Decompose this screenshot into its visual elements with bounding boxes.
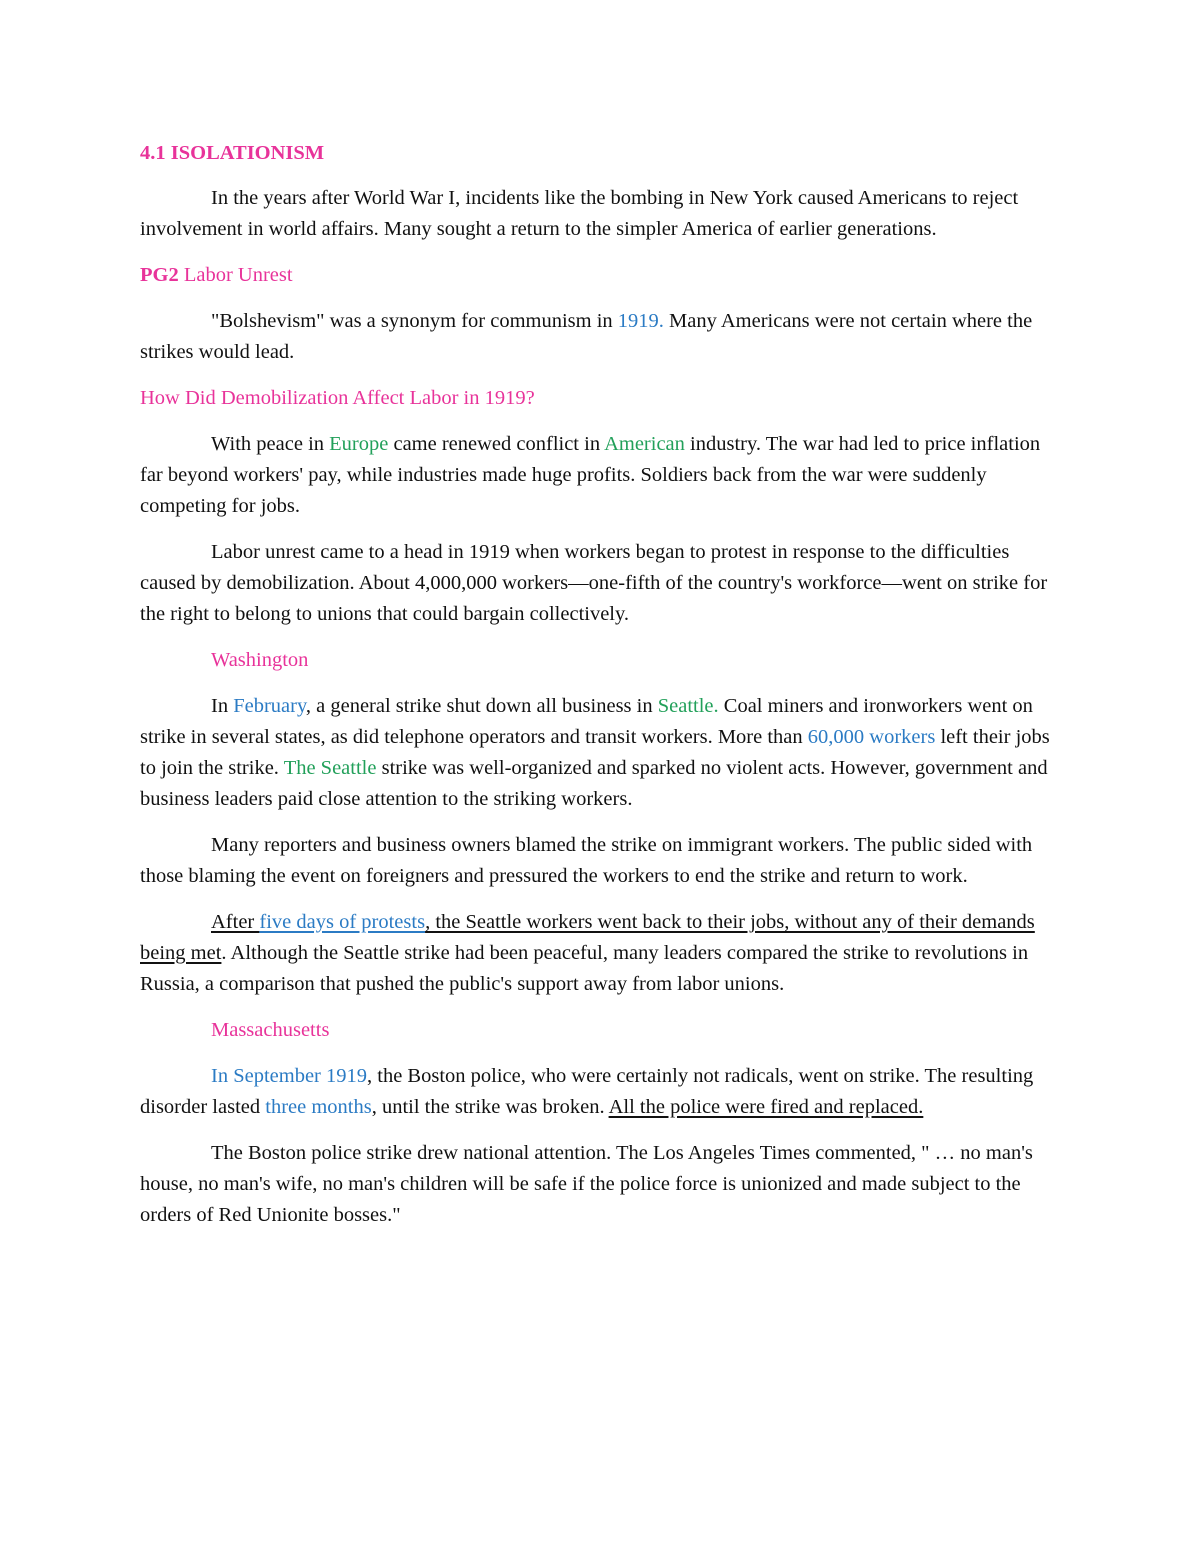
section-heading-washington: Washington xyxy=(211,649,309,671)
labor-unrest-paragraph: Labor unrest came to a head in 1919 when workers began to protest in response to the difficulties caused by demobilization. About 4,000,000 workers—one-fifth of the country's workforce—went on strike for the right to belong to unions that could bargain collectively. xyxy=(140,541,1048,625)
text-run: Coal miners and ironworkers went on strike in several states, as did telephone operators and transit workers. More than xyxy=(140,695,1033,748)
text-run: strike was well-organized and sparked no violent acts. However, government and business leaders paid close attention to the striking workers. xyxy=(140,757,1048,810)
text-run-underlined: All the police were fired and replaced. xyxy=(608,1096,924,1118)
section-prefix: PG2 xyxy=(140,264,179,286)
seattle-strike-paragraph xyxy=(140,691,1060,815)
text-run: , until the strike was broken. xyxy=(371,1096,609,1118)
text-run: Many Americans were not certain where the strikes would lead. xyxy=(140,310,1033,363)
text-run: came renewed conflict in xyxy=(388,433,605,455)
text-run: With peace in xyxy=(211,433,330,455)
highlight-february: February xyxy=(233,695,306,717)
reporters-paragraph: Many reporters and business owners blamed the strike on immigrant workers. The public sided with those blaming the event on foreigners and pressured the workers to end the strike and return to work. xyxy=(140,834,1033,887)
highlight-american: American xyxy=(604,433,685,455)
text-run: , a general strike shut down all business in xyxy=(305,695,658,717)
text-run: "Bolshevism" was a synonym for communism in xyxy=(211,310,618,332)
text-run: , the Boston police, who were certainly not radicals, went on strike. The resulting disorder lasted xyxy=(140,1065,1034,1118)
text-run-underlined: , the Seattle workers went back to their jobs, without any of their demands being met xyxy=(140,911,1035,964)
section-label: Labor Unrest xyxy=(178,264,293,286)
text-run: In xyxy=(211,695,234,717)
highlight-the-seattle: The Seattle xyxy=(283,757,377,779)
highlight-five-days: five days of protests xyxy=(259,911,426,933)
document-page xyxy=(140,138,1060,1246)
la-times-paragraph: The Boston police strike drew national attention. The Los Angeles Times commented, " … no man's house, no man's wife, no man's children will be safe if the police force is unionized and made subject to the orders of Red Unionite bosses." xyxy=(140,1142,1033,1226)
text-run-underlined: After xyxy=(211,911,260,933)
page-title: 4.1 ISOLATIONISM xyxy=(140,142,325,164)
section-heading-demobilization: How Did Demobilization Affect Labor in 1919? xyxy=(140,387,535,409)
peace-paragraph xyxy=(140,429,1060,522)
text-run: . Although the Seattle strike had been peaceful, many leaders compared the strike to revolutions in Russia, a comparison that pushed the public's support away from labor unions. xyxy=(140,942,1029,995)
text-run: left their jobs to join the strike. xyxy=(140,726,1050,779)
bolshevism-paragraph xyxy=(140,306,1060,368)
highlight-september: In September 1919 xyxy=(211,1065,367,1087)
protests-paragraph xyxy=(140,907,1060,1000)
highlight-seattle: Seattle. xyxy=(657,695,719,717)
intro-paragraph: In the years after World War I, incidents like the bombing in New York caused Americans to reject involvement in world affairs. Many sought a return to the simpler America of earlier generations. xyxy=(140,187,1019,240)
highlight-year: 1919. xyxy=(617,310,664,332)
text-run: industry. The war had led to price inflation far beyond workers' pay, while industries made huge profits. Soldiers back from the war were suddenly competing for jobs. xyxy=(140,433,1041,517)
section-heading-labor-unrest xyxy=(140,260,1060,291)
section-heading-massachusetts: Massachusetts xyxy=(211,1019,330,1041)
boston-strike-paragraph xyxy=(140,1061,1060,1123)
highlight-three-months: three months xyxy=(265,1096,372,1118)
highlight-europe: Europe xyxy=(329,433,389,455)
highlight-workers-count: 60,000 workers xyxy=(807,726,936,748)
